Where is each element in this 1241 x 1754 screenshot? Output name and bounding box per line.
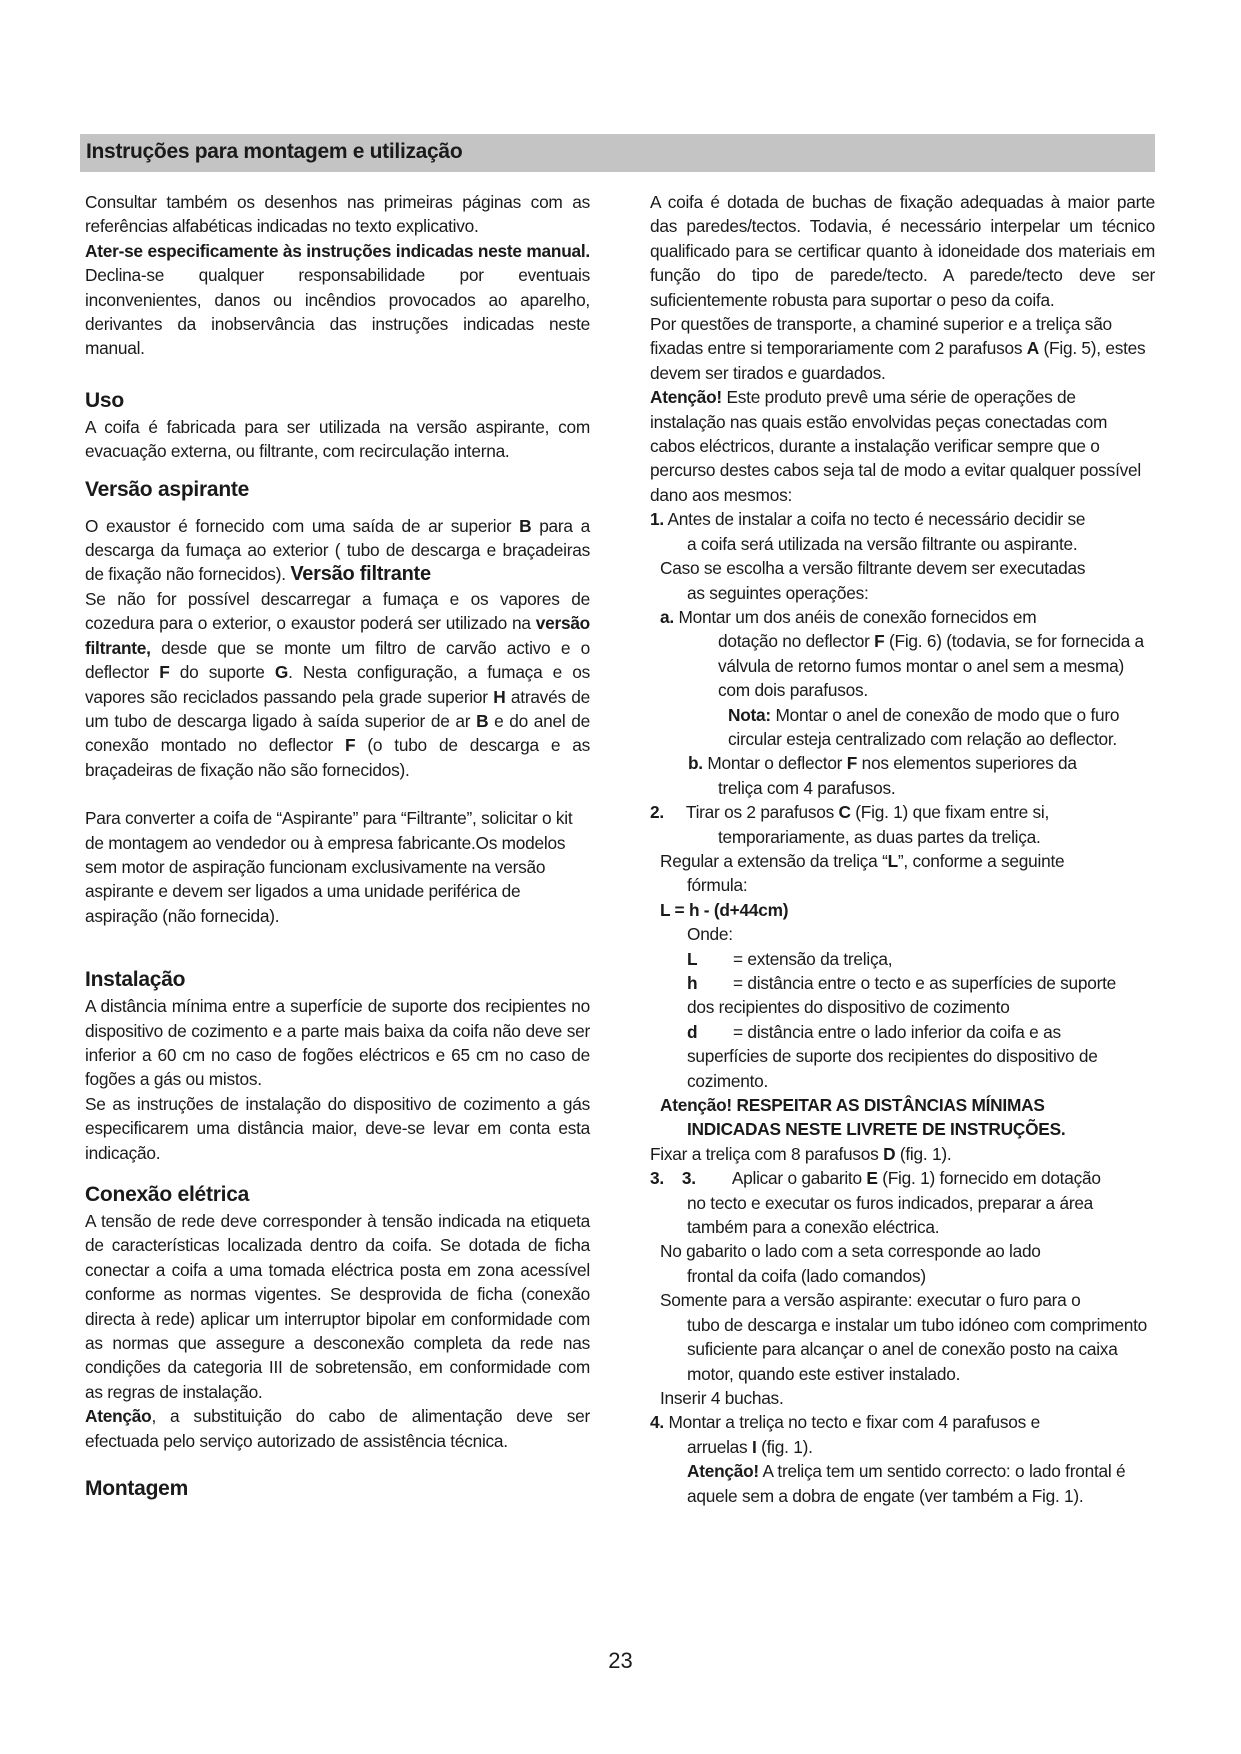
- step-3-cont: no tecto e executar os furos indicados, preparar a área também para a conexão eléctrica.: [687, 1192, 1094, 1238]
- definition-h: h = distância entre o tecto e as superfícies de suporte: [687, 973, 1117, 993]
- regular-cont: fórmula:: [687, 875, 748, 896]
- step-1-case: Caso se escolha a versão filtrante devem ser executadas: [660, 558, 1086, 579]
- fixar-paragraph: Fixar a treliça com 8 parafusos D (fig. 1).: [650, 1143, 952, 1164]
- filtrante-paragraph: Se não for possível descarregar a fumaça e os vapores de cozedura para o exterior, o exaustor poderá ser utilizado na versão filtrante, desde que se monte um filtro de carvão activo e o deflector F do suporte G. Nesta configuração, a fumaça e os vapores são reciclados passando pela grade superior H através de um tubo de descarga ligado à saída superior de ar B e do anel de conexão montado no deflector F (o tubo de descarga e as braçadeiras de fixação não são fornecidos).: [85, 588, 591, 780]
- atencao-paragraph: Atenção, a substituição do cabo de alimentação deve ser efectuada pelo serviço autorizado de assistência técnica.: [85, 1406, 590, 1451]
- section-title: Instruções para montagem e utilização: [86, 140, 463, 163]
- atencao-distancias-line-2: INDICADAS NESTE LIVRETE DE INSTRUÇÕES.: [687, 1119, 1066, 1140]
- formula: L = h - (d+44cm): [660, 899, 789, 920]
- atencao-distancias-line-1: Atenção! RESPEITAR AS DISTÂNCIAS MÍNIMAS: [660, 1095, 1045, 1116]
- converter-paragraph: Para converter a coifa de “Aspirante” para “Filtrante”, solicitar o kit de montagem ao vendedor ou à empresa fabricante.Os modelos sem motor de aspiração funcionam exclusivamente na versão aspirante e devem ser ligados a uma unidade periférica de aspiração (não fornecida).: [85, 808, 573, 926]
- step-1-case-cont: as seguintes operações:: [687, 582, 869, 603]
- transporte-paragraph: Por questões de transporte, a chaminé superior e a treliça são fixadas entre si temporariamente com 2 parafusos A (Fig. 5), estes devem ser tirados e guardados.: [650, 314, 1146, 383]
- heading-uso: Uso: [85, 388, 124, 412]
- intro-paragraph-2: Ater-se especificamente às instruções indicadas neste manual. Declina-se qualquer responsabilidade por eventuais inconvenientes, danos ou incêndios provocados ao aparelho, derivantes da inobservância das instruções indicadas neste manual.: [85, 240, 590, 359]
- left-column: [85, 190, 590, 1503]
- atencao-cabos-paragraph: Atenção! Este produto prevê uma série de operações de instalação nas quais estão envolvidas peças conectadas com cabos eléctricos, durante a instalação verificar sempre que o percurso destes cabos seja tal de modo a evitar qualquer possível dano aos mesmos:: [650, 387, 1141, 505]
- step-b: b. Montar o deflector F nos elementos superiores da: [688, 753, 1077, 774]
- heading-versao-filtrante: Versão filtrante: [290, 563, 431, 586]
- step-3: 3. 3. Aplicar o gabarito E (Fig. 1) fornecido em dotação: [650, 1168, 1101, 1189]
- step-a-cont: dotação no deflector F (Fig. 6) (todavia, se for fornecida a válvula de retorno fumos montar o anel sem a mesma) com dois parafusos.: [718, 631, 1144, 701]
- inserir-buchas: Inserir 4 buchas.: [660, 1387, 784, 1408]
- nota-paragraph: Nota: Montar o anel de conexão de modo que o furo circular esteja centralizado com relação ao deflector.: [728, 704, 1120, 749]
- heading-montagem: Montagem: [85, 1477, 188, 1501]
- step-4-atencao: Atenção! A treliça tem um sentido correcto: o lado frontal é aquele sem a dobra de engate (ver também a Fig. 1).: [687, 1461, 1126, 1506]
- step-2-cont: temporariamente, as duas partes da treliça.: [718, 826, 1041, 847]
- aspirante-paragraph: O exaustor é fornecido com uma saída de ar superior B para a descarga da fumaça ao exterior ( tubo de descarga e braçadeiras de fixação não fornecidos). Versão filtrante: [85, 515, 590, 586]
- definition-d-cont: superfícies de suporte dos recipientes do dispositivo de cozimento.: [687, 1046, 1098, 1091]
- somente-paragraph: Somente para a versão aspirante: executar o furo para o: [660, 1290, 1081, 1311]
- step-b-cont: treliça com 4 parafusos.: [718, 777, 896, 798]
- step-4-cont: arruelas I (fig. 1).: [687, 1436, 813, 1457]
- heading-conexao-eletrica: Conexão elétrica: [85, 1183, 250, 1206]
- heading-versao-aspirante: Versão aspirante: [85, 477, 250, 501]
- step-1: 1. Antes de instalar a coifa no tecto é necessário decidir se: [650, 509, 1086, 530]
- gabarito-cont: frontal da coifa (lado comandos): [687, 1265, 926, 1286]
- definition-d: d = distância entre o lado inferior da coifa e as: [687, 1021, 1061, 1042]
- instalacao-paragraph-2: Se as instruções de instalação do dispositivo de cozimento a gás especificarem uma distância maior, deve-se levar em conta esta indicação.: [85, 1093, 590, 1163]
- somente-cont: tubo de descarga e instalar um tubo idóneo com comprimento suficiente para alcançar o anel de conexão posto na caixa motor, quando este estiver instalado.: [687, 1314, 1148, 1384]
- buchas-paragraph: A coifa é dotada de buchas de fixação adequadas à maior parte das paredes/tectos. Todavia, é necessário interpelar um técnico qualificado para se certificar quanto à idoneidade dos materiais em função do tipo de parede/tecto. A parede/tecto deve ser suficientemente robusta para suportar o peso da coifa.: [650, 192, 1155, 310]
- gabarito-paragraph: No gabarito o lado com a seta corresponde ao lado: [660, 1241, 1041, 1262]
- step-1-cont: a coifa será utilizada na versão filtrante ou aspirante.: [687, 533, 1078, 554]
- section-header-bar: [80, 134, 1155, 172]
- step-2: 2. Tirar os 2 parafusos C (Fig. 1) que fixam entre si,: [650, 802, 1050, 823]
- intro-paragraph-1: Consultar também os desenhos nas primeiras páginas com as referências alfabéticas indicadas no texto explicativo.: [85, 192, 590, 237]
- intro-emphasis: Ater-se especificamente às instruções indicadas neste manual.: [85, 240, 590, 261]
- conexao-paragraph: A tensão de rede deve corresponder à tensão indicada na etiqueta de características localizada dentro da coifa. Se dotada de ficha conectar a coifa a uma tomada eléctrica posta em zona acessível conforme as normas vigentes. Se desprovida de ficha (conexão directa à rede) aplicar um interruptor bipolar em conformidade com as normas que assegure a desconexão completa da rede nas condições da categoria III de sobretensão, em conformidade com as regras de instalação.: [85, 1211, 590, 1402]
- page-number: 23: [608, 1648, 633, 1673]
- uso-paragraph: A coifa é fabricada para ser utilizada na versão aspirante, com evacuação externa, ou filtrante, com recirculação interna.: [85, 416, 590, 462]
- definition-L: L = extensão da treliça,: [687, 948, 893, 969]
- onde-label: Onde:: [687, 924, 733, 945]
- step-4: 4. Montar a treliça no tecto e fixar com 4 parafusos e: [650, 1412, 1040, 1433]
- step-a: a. Montar um dos anéis de conexão fornecidos em: [660, 606, 1037, 627]
- regular-paragraph: Regular a extensão da treliça “L”, conforme a seguinte: [660, 850, 1065, 871]
- right-column: [650, 190, 1155, 1508]
- heading-instalacao: Instalação: [85, 968, 186, 992]
- definition-h-cont: dos recipientes do dispositivo de cozimento: [687, 997, 1010, 1018]
- instalacao-paragraph-1: A distância mínima entre a superfície de suporte dos recipientes no dispositivo de cozimento e a parte mais baixa da coifa não deve ser inferior a 60 cm no caso de fogões eléctricos e 65 cm no caso de fogões a gás ou mistos.: [85, 996, 590, 1090]
